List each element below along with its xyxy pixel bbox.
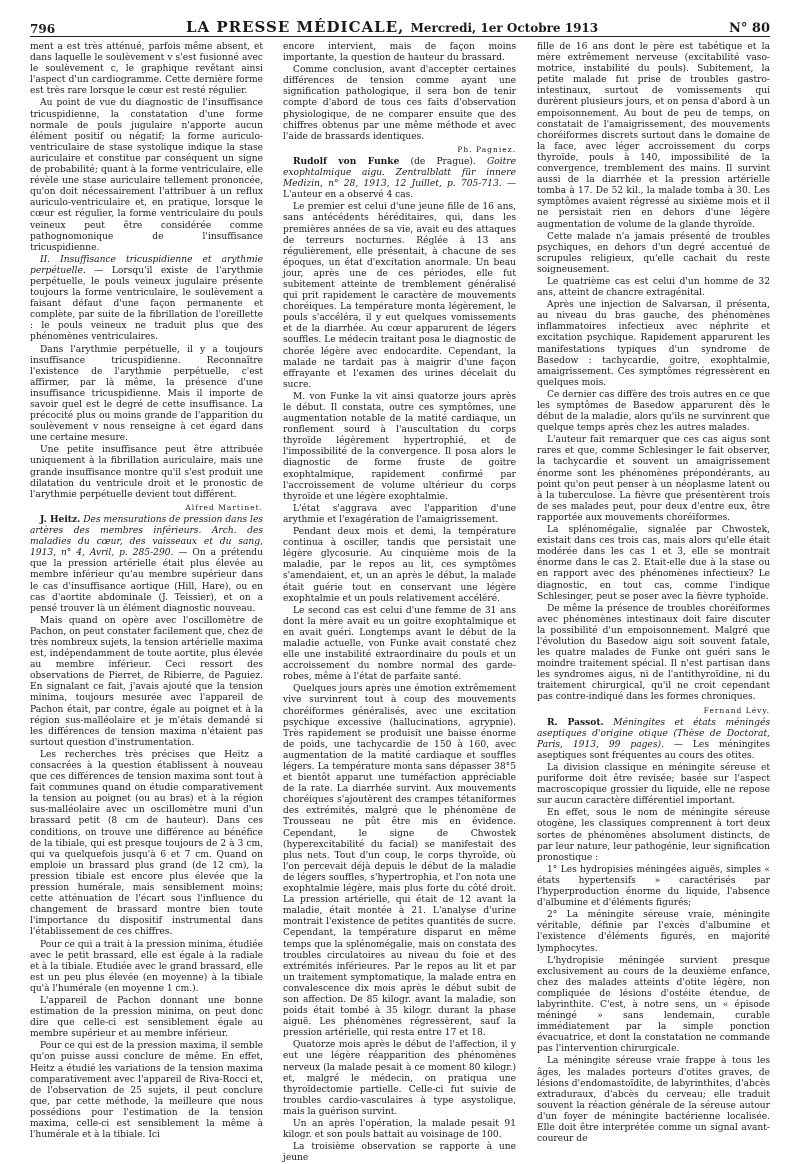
paragraph: Mais quand on opère avec l'oscillomètre de Pachon, on peut constater facilement que, chez de très nombreux sujets, la tension artérielle maxima est, indépendamment de toute aortite, plus élevée au membre inférieur. Ceci ressort des observations de Pierret, de Ribierre, de Paguiez. En signalant ce fait, j'avais ajouté que la tension minima, toujours mesurée avec l'appareil de Pachon était, par contre, égale au poignet et à la région sus-malléolaire et je m'étais demandé si les différences de tension maxima n'étaient pas surtout question d'instrumentation. bbox=[30, 615, 264, 748]
paragraph: Pour ce qui est de la pression maxima, il semble qu'on puisse aussi conclure de même. En effet, Heitz a étudié les variations de la tension maxima comparativement avec l'appareil de Riva-Rocci et, de l'observation de 25 sujets, il peut conclure que, par cette méthode, la meilleure que nous possédions pour l'estimation de la tension maxima, celle-ci est sensiblement la même à l'humérale et à la tibiale. Ici bbox=[30, 1041, 263, 1141]
paragraph: Le second cas est celui d'une femme de 31 ans dont la mère avait eu un goitre exophtalmique et en avait guéri. Longtemps avant le début de la maladie actuelle, von Funke avait constaté chez elle une instabilité extraordinaire du pouls et un accroissement du nombre normal des garde-robes, même à l'état de parfaite santé. bbox=[283, 605, 516, 683]
section-heading: II. Insuffisance tricuspidienne et arythmie perpétuelle. bbox=[30, 254, 263, 276]
paragraph: fille de 16 ans dont le père est tabétique et la mère extrêmement nerveuse (excitabilité vaso-motrice, instabilité du pouls). Subitement, la petite malade fut prise de troubles gastro-intestinaux, surtout de vomissements qui durèrent plusieurs jours, et on pensa d'abord à un empoisonnement. Au bout de peu de temps, on constatait de l'amaigrissement, des mouvements choréiformes discrets surtout dans le domaine de la face, avec léger accroissement du corps thyroïde, pouls à 140, impossibilité de la convergence, tremblement des mains. Il survint aussi de la diarrhée et la pression artérielle tomba à 17. De 52 kil., la malade tomba à 30. Les symptômes avaient régressé au sixième mois et il ne persistait rien en dehors d'une légère augmentation de volume de la glande thyroïde. bbox=[537, 42, 770, 230]
paragraph: 1° Les hydropisies méningées aiguës, simples « états hypertensifs » caractérisés par l'hyperproduction énorme du liquide, l'absence d'albumine et d'éléments figurés; bbox=[537, 864, 770, 909]
review-entry bbox=[283, 156, 516, 201]
paragraph: L'appareil de Pachon donnant une bonne estimation de la pression minima, on peut donc dire que celle-ci est sensiblement égale au membre supérieur et au membre inférieur. bbox=[30, 995, 263, 1040]
paragraph: Un an après l'opération, la malade pesait 91 kilogr. et son pouls battait au voisinage de 100. bbox=[283, 1119, 516, 1141]
paragraph: ment a est très atténué, parfois même absent, et dans laquelle le soulèvement v s'est fusionné avec le soulèvement c, le graphique revêtant ainsi l'aspect d'un cardiogramme. Cette dernière forme est très rare lorsque le cœur est resté régulier. bbox=[30, 42, 263, 97]
paragraph: Cette malade n'a jamais présenté de troubles psychiques, en dehors d'un degré accentué de scrupules religieux, qu'elle cachait du reste soigneusement. bbox=[537, 231, 770, 275]
masthead bbox=[186, 18, 598, 36]
review-author: Rudolf von Funke bbox=[293, 155, 400, 167]
masthead-date: Mercredi, 1er Octobre 1913 bbox=[410, 21, 599, 35]
review-entry bbox=[537, 717, 770, 762]
paragraph: La splénomégalie, signalée par Chwostek, existait dans ces trois cas, mais alors qu'elle était modérée dans les cas 1 et 3, elle se montrait énorme dans le cas 2. Etait-elle due à la stase ou en rapport avec des phénomènes infectieux? Le diagnostic, en tout cas, comme l'indique Schlesinger, peut se poser avec la fièvre typhoïde. bbox=[537, 525, 770, 602]
paragraph: Une petite insuffisance peut être attribuée uniquement à la fibrillation auriculaire, mais une grande insuffisance montre qu'il s'est produit une dilatation du ventricule droit et le pronostic de l'arythmie perpétuelle devient tout différent. bbox=[30, 445, 263, 500]
paragraph-text: — Les méningites aseptiques sont fréquentes au cours des otites. bbox=[537, 739, 770, 761]
paragraph: Dans l'arythmie perpétuelle, il y a toujours insuffisance tricuspidienne. Reconnaître l'existence de l'arythmie perpétuelle, c'est affirmer, par là même, la présence d'une insuffisance tricuspidienne. Mais il importe de savoir quel est le degré de cette insuffisance. La précocité plus ou moins grande de l'apparition du soulèvement v nous renseigne à cet égard dans une certaine mesure. bbox=[30, 344, 263, 444]
paragraph: L'auteur fait remarquer que ces cas aigus sont rares et que, comme Schlesinger le fait observer, la tachycardie et souvent un amaigrissement énorme sont les phénomènes prépondérants, au point qu'on peut penser à un néoplasme latent ou à la tuberculose. La fièvre que présentèrent trois de ses malades peut, pour deux d'entre eux, être rapportée aux mouvements choréiformes. bbox=[537, 435, 770, 523]
paragraph-text: — Lorsqu'il existe de l'arythmie perpétuelle, le pouls veineux jugulaire présente toujours la forme ventriculaire, le soulèvement a faisant défaut d'une façon permanente et complète, par suite de la fibrillation de l'oreillette : le pouls veineux ne traduit plus que des phénomènes ventriculaires. bbox=[30, 265, 263, 343]
review-author: R. Passot. bbox=[547, 716, 604, 728]
paragraph: Au point de vue du diagnostic de l'insuffisance tricuspidienne, la constatation d'une forme normale de pouls jugulaire n'apporte aucun élément positif ou négatif; la forme auriculo-ventriculaire de stase systolique indique la stase auriculaire et constitue par conséquent un signe de probabilité; quant à la forme ventriculaire, elle révèle une stase auriculaire tellement prononcée, qu'on doit nécessairement l'attribuer à un reflux auriculo-ventriculaire et, en pratique, lorsque le cœur est régulier, la forme ventriculaire du pouls veineux peut être considérée comme pathognomonique de l'insuffisance tricuspidienne. bbox=[30, 98, 263, 253]
paragraph: L'état s'aggrava avec l'apparition d'une arythmie et l'exagération de l'amaigrissement. bbox=[283, 503, 516, 525]
page-number: 796 bbox=[30, 22, 56, 36]
paragraph: Quatorze mois après le début de l'affection, il y eut une légère réapparition des phénomènes nerveux (la malade pesait à ce moment 80 kilogr.) et, malgré le médecin, on pratiqua une thyroïdectomie partielle. Celle-ci fut suivie de troubles cardio-vasculaires à type asystolique, mais la guérison survint. bbox=[283, 1040, 516, 1117]
article-columns bbox=[30, 42, 771, 1164]
column-2 bbox=[283, 42, 517, 1164]
paragraph: 2° La méningite séreuse vraie, méningite véritable, définie par l'excès d'albumine et l'existence d'éléments figurés, en majorité lymphocytes. bbox=[537, 910, 770, 954]
paragraph: Le quatrième cas est celui d'un homme de 32 ans, atteint de chancre extragénital. bbox=[537, 276, 770, 299]
paragraph: La division classique en méningite séreuse et puriforme doit être revisée; basée sur l'aspect macroscopique grossier du liquide, elle ne repose sur aucun caractère différentiel important. bbox=[537, 763, 770, 807]
review-author: J. Heitz. bbox=[40, 513, 81, 525]
paragraph: Après une injection de Salvarsan, il présenta, au niveau du bras gauche, des phénomènes inflammatoires infectieux avec néphrite et excitation psychique. Rapidement apparurent les manifestations typiques d'un syndrome de Basedow : tachycardie, goitre, exophtalmie, amaigrissement. Ces symptômes régressèrent en quelques mois. bbox=[537, 300, 770, 388]
paragraph: Ce dernier cas diffère des trois autres en ce que les symptômes de Basedow apparurent dès le début de la maladie, alors qu'ils ne survinrent que quelque temps après chez les autres malades. bbox=[537, 389, 770, 434]
paragraph: Pour ce qui a trait à la pression minima, étudiée avec le petit brassard, elle est égale à la radiale et à la tibiale. Etudiée avec le grand brassard, elle est un peu plus élevée (en moyenne) à la tibiale qu'à l'humérale (en moyenne 1 cm.). bbox=[30, 939, 263, 994]
paragraph-text: — On a prétendu que la pression artérielle était plus élevée au membre inférieur qu'au membre supérieur dans le cas d'insuffisance aortique (Hill, Hare), ou en cas d'aortite abdominale (J. Teissier), et on a pensé trouver là un élément diagnostic nouveau. bbox=[30, 548, 263, 614]
paragraph: La troisième observation se rapporte à une jeune bbox=[283, 1142, 516, 1164]
review-title: Goitre exophtalmique aigu. Zentralblatt für innere Medizin, n° 28, 1913, 12 Juillet, p. 705-713. bbox=[283, 156, 517, 190]
paragraph: encore intervient, mais de façon moins importante, la question de hauteur du brassard. bbox=[283, 42, 516, 64]
paragraph: Quelques jours après une émotion extrêmement vive survinrent tout à coup des mouvements choréiformes généralisés, avec une excitation psychique excessive (hallucinations, agrypnie). Très rapidement se produisit une baisse énorme de poids, une tachycardie de 150 à 160, avec augmentation de la matité cardiaque et souffles légers. La température monta sans dépasser 38°5 et bientôt apparut une tuméfaction appréciable de la rate. La diarrhée survint. Aux mouvements choréiques s'ajoutèrent des crampes tétaniformes des extrémités, malgré que le phénomène de Trousseau ne pût être mis en évidence. Cependant, le signe de Chwostek (hyperexcitabilité du facial) se manifestait des plus nets. Tout d'un coup, le corps thyroïde, où l'on percevait déjà depuis le début de la maladie de légers souffles, s'hypertrophia, et l'on nota une exophtalmie légère, mais plus forte du côté droit. La pression artérielle, qui était de 12 avant la maladie, était montée à 21. L'analyse d'urine montrait l'existence de petites quantités de sucre. Cependant, la température disparut en même temps que la splénomégalie, mais on constata des troubles circulatoires au niveau du foie et des extrémités inférieures. Par le repos au lit et par un traitement symptomatique, la malade entra en convalescence dix mois après le début subit de son affection. De 85 kilogr. avant la maladie, son poids était tombé à 35 kilogr. durant la phase aiguë. Les phénomènes régressèrent, sauf la pression artérielle, qui resta entre 17 et 18. bbox=[283, 684, 516, 1039]
review-title: Méningites et états méningés aseptiques d'origine otique (Thèse de Doctorat, Paris, 1913, 99 pages). bbox=[537, 717, 771, 750]
paragraph: Pendant deux mois et demi, la température continua à osciller, tandis que persistait une légère glycosurie. Au cinquième mois de la maladie, par le repos au lit, ces symptômes s'amendaient, et, un an après le début, la malade était guérie tout en conservant une légère exophtalmie et un pouls relativement accéléré. bbox=[283, 527, 516, 604]
author-signature: Fernand Lévy. bbox=[703, 705, 770, 715]
author-signature: Alfred Martinet. bbox=[185, 502, 263, 512]
paragraph: En effet, sous le nom de méningite séreuse otogène, les classiques comprennent à tort deux sortes de phénomènes absolument distincts, de par leur nature, leur pathogénie, leur signification pronostique : bbox=[537, 808, 770, 863]
page-header bbox=[30, 10, 770, 37]
paragraph bbox=[30, 255, 263, 344]
issue-number: N° 80 bbox=[729, 21, 770, 36]
column-3 bbox=[537, 42, 771, 1145]
column-1 bbox=[30, 42, 264, 1141]
paragraph: Le premier est celui d'une jeune fille de 16 ans, sans antécédents héréditaires, qui, dans les premières années de sa vie, avait eu des attaques de terreurs nocturnes. Réglée à 13 ans régulièrement, elle présentait, à chacune de ses époques, un état d'excitation anormale. Un beau jour, après une de ces périodes, elle fut subitement atteinte de tremblement généralisé qui prit rapidement le caractère de mouvements choréiques. La température monta légèrement, le pouls s'accéléra, il y eut quelques vomissements et de la diarrhée. Au cœur apparurent de légers souffles. Le médecin traitant posa le diagnostic de chorée légère avec endocardite. Cependant, la malade ne tardait pas à maigrir d'une façon effrayante et l'examen des urines décelait du sucre. bbox=[283, 202, 516, 390]
paragraph: De même la présence de troubles choréiformes avec phénomènes intestinaux doit faire discuter la possibilité d'un empoisonnement. Malgré que l'évolution du Basedow aigu soit souvent fatale, les quatre malades de Funke ont guéri sans le moindre traitement spécial. Il n'est partisan dans les syndromes aigus, ni de l'antithyroïdine, ni du traitement chirurgical, qu'il ne croit cependant pas contre-indiqué dans les formes chroniques. bbox=[537, 603, 770, 703]
review-place: (de Prague). bbox=[399, 156, 487, 167]
author-signature: Ph. Pagniez. bbox=[457, 144, 516, 154]
paragraph-text: — L'auteur en a observé 4 cas. bbox=[283, 179, 516, 201]
paragraph: M. von Funke la vit ainsi quatorze jours après le début. Il constata, outre ces symptômes, une augmentation notable de la matité cardiaque, un ronflement sourd à l'auscultation du corps thyroïde légèrement hypertrophié, et de l'impossibilité de la convergence. Il posa alors le diagnostic de forme fruste de goitre exophtalmique, rapidement confirmé par l'accroissement de volume ultérieur du corps thyroïde et une légère exophtalmie. bbox=[283, 391, 516, 502]
masthead-title: LA PRESSE MÉDICALE, bbox=[185, 18, 405, 36]
paragraph: Comme conclusion, avant d'accepter certaines différences de tension comme ayant une signification pathologique, il sera bon de tenir compte d'abord de tous ces faits d'observation physiologique, de ne comparer ensuite que des chiffres obtenus par une même méthode et avec l'aide de brassards identiques. bbox=[283, 65, 516, 142]
review-title: Des mensurations de pression dans les artères des membres inférieurs. Arch. des maladies du cœur, des vaisseaux et du sang, 1913, n° 4, Avril, p. 285-290. bbox=[30, 514, 263, 559]
review-entry bbox=[30, 514, 263, 615]
paragraph: La méningite séreuse vraie frappe à tous les âges, les malades porteurs d'otites graves, de lésions d'endomastoïdite, de labyrinthites, d'abcès extraduraux, d'abcès du cerveau; elle traduit souvent la réaction générale de la séreuse autour d'un foyer de méningite bactérienne localisée. Elle doit être interprétée comme un signal avant-coureur de bbox=[537, 1056, 771, 1145]
paragraph: Les recherches très précises que Heitz a consacrées à la question établissent à nouveau que ces différences de tension maxima sont tout à fait communes quand on étudie comparativement la tension au poignet (ou au bras) et à la région sus-malléolaire avec un oscillomètre muni d'un brassard petit (8 cm de hauteur). Dans ces conditions, on trouve une différence au bénéfice de la tibiale, qui est presque toujours de 2 à 3 cm, qui va quelquefois jusqu'à 6 et 7 cm. Quand on emploie un brassard plus grand (de 12 cm), la pression tibiale est encore plus élevée que la pression humérale, mais sensiblement moins; cette atténuation de l'écart sous l'influence du changement de brassard montre bien toute l'importance du dispositif instrumental dans l'établissement de ces chiffres. bbox=[30, 749, 263, 938]
paragraph: L'hydropisie méningée survient presque exclusivement au cours de la deuxième enfance, chez des malades atteints d'otite légère, non compliquée de lésions d'ostéite étendue, de labyrinthite. C'est, à notre sens, un « épisode méningé » sans lendemain, curable immédiatement par la simple ponction évacuatrice, et dont la constatation ne commande pas l'intervention chirurgicale. bbox=[537, 955, 770, 1055]
